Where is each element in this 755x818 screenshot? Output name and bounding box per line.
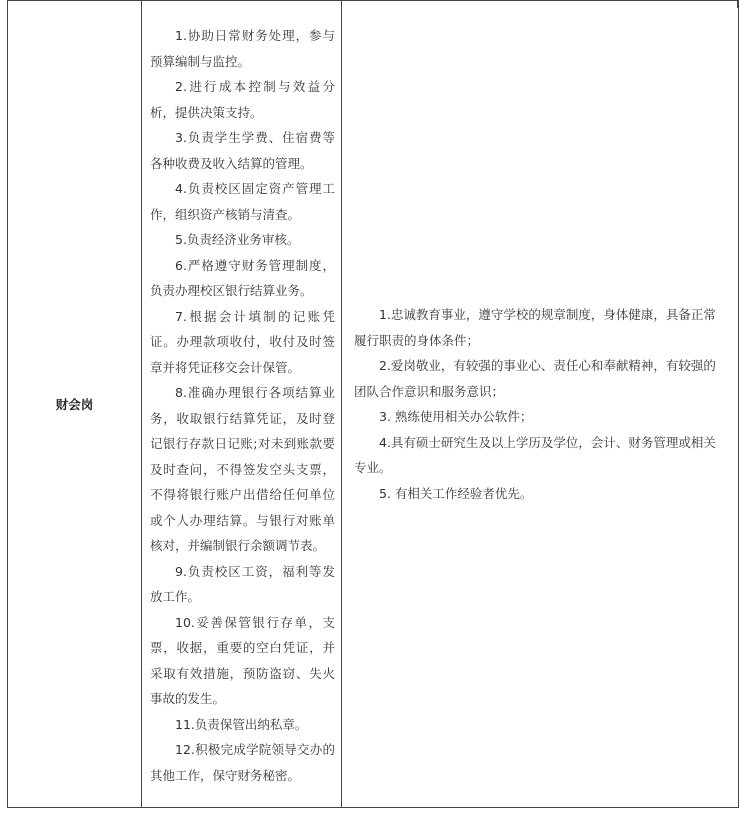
duty-item: 7.根据会计填制的记账凭证。办理款项收付，收付及时签章并将凭证移交会计保管。	[150, 308, 335, 375]
duty-item: 12.积极完成学院领导交办的其他工作，保守财务秘密。	[150, 742, 335, 783]
duty-item: 5.负责经济业务审核。	[175, 232, 300, 247]
requirement-item: 3. 熟练使用相关办公软件；	[379, 409, 533, 424]
duty-item: 4.负责校区固定资产管理工作，组织资产核销与清查。	[150, 181, 335, 222]
job-description-table	[7, 0, 739, 808]
requirements-cell	[342, 1, 739, 808]
duty-item: 9.负责校区工资，福利等发放工作。	[150, 563, 335, 604]
duty-item: 3.负责学生学费、住宿费等各种收费及收入结算的管理。	[150, 130, 335, 171]
duties-cell	[142, 1, 342, 808]
duty-item: 11.负责保管出纳私章。	[175, 716, 308, 732]
requirement-item: 1.忠诚教育事业，遵守学校的规章制度，身体健康，具备正常履行职责的身体条件；	[354, 307, 716, 348]
position-title-cell	[8, 1, 142, 808]
duty-item: 2.进行成本控制与效益分析，提供决策支持。	[150, 79, 335, 120]
duty-item: 8.准确办理银行各项结算业务，收取银行结算凭证，及时登记银行存款日记账;对未到账款要及时查问，不得签发空头支票，不得将银行账户出借给任何单位或个人办理结算。与银行对账单核对，并编制银行余额调节表。	[150, 385, 335, 553]
duty-item: 10.妥善保管银行存单，支票，收据，重要的空白凭证，并采取有效措施，预防盗窃、失火事故的发生。	[150, 614, 335, 706]
duty-item: 6.严格遵守财务管理制度，负责办理校区银行结算业务。	[150, 257, 335, 298]
requirement-item: 5. 有相关工作经验者优先。	[379, 485, 533, 501]
duty-item: 1.协助日常财务处理，参与预算编制与监控。	[150, 28, 335, 69]
table-row	[8, 1, 739, 808]
requirement-item: 2.爱岗敬业，有较强的事业心、责任心和奉献精神，有较强的团队合作意识和服务意识；	[354, 358, 716, 399]
requirement-item: 4.具有硕士研究生及以上学历及学位，会计、财务管理或相关专业。	[354, 434, 716, 475]
position-title: 财会岗	[55, 397, 94, 412]
